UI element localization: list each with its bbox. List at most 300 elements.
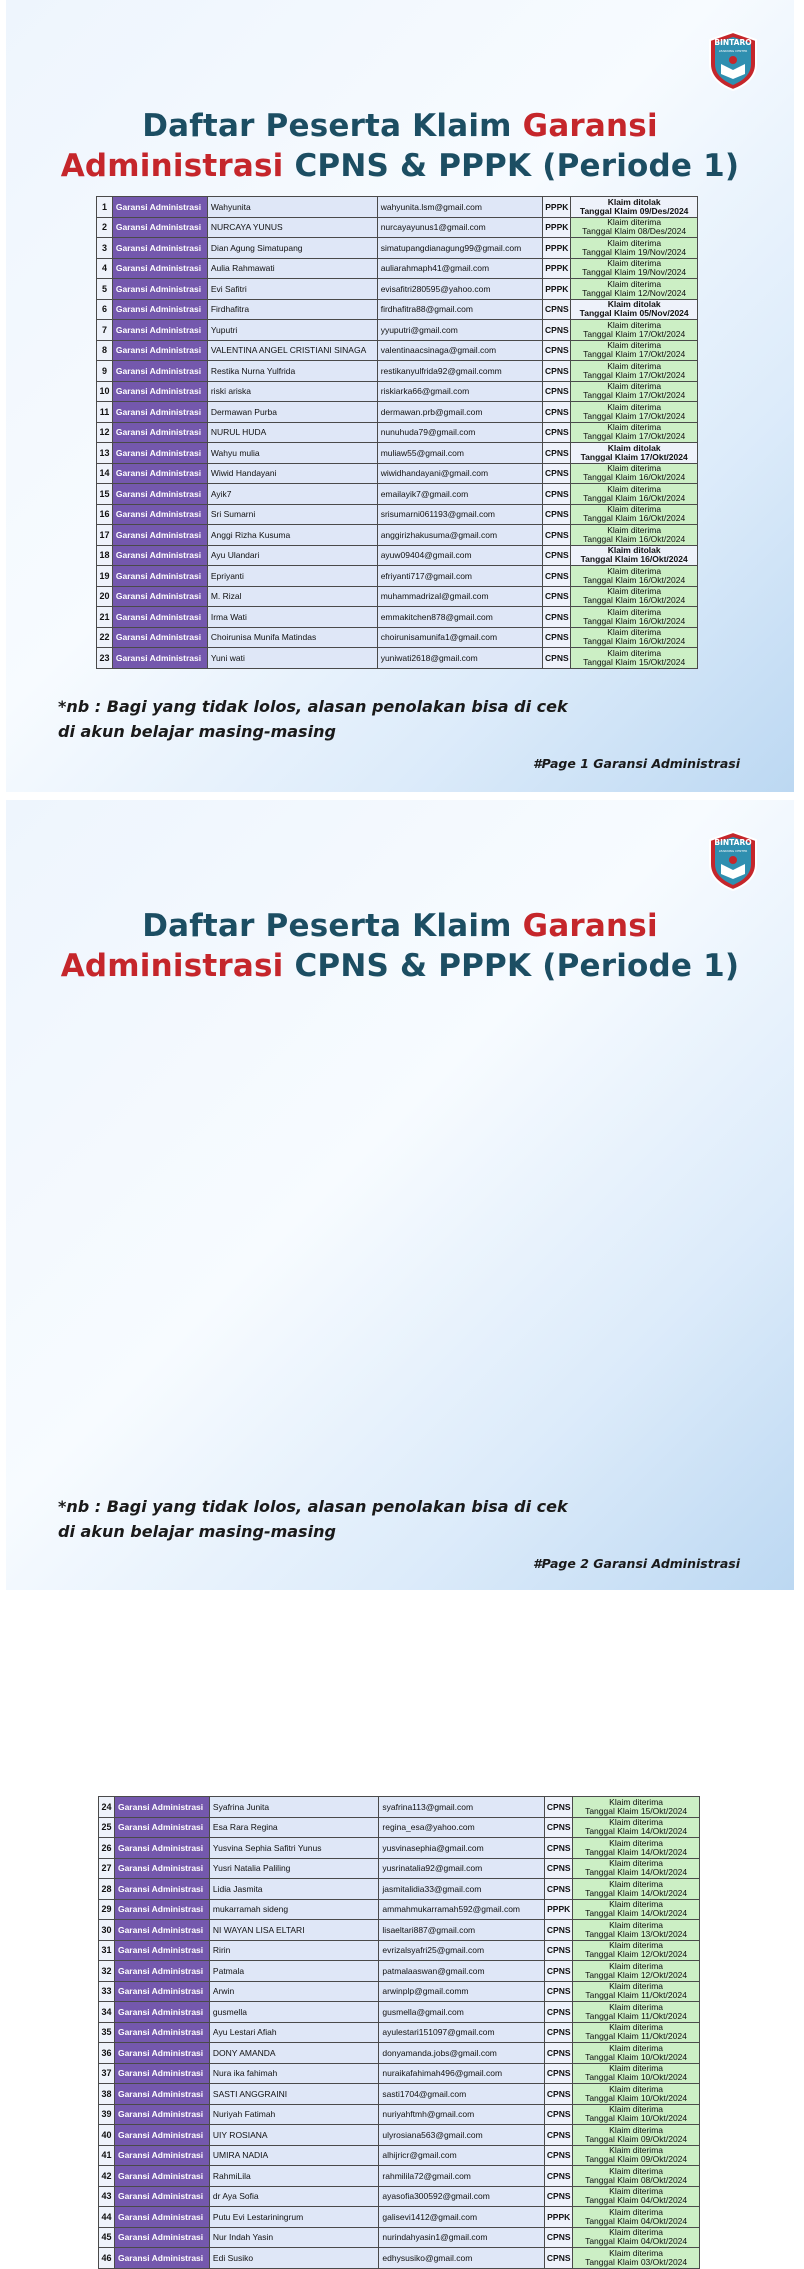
participant-name: Arwin (209, 1981, 379, 2002)
claim-status-cell (571, 279, 698, 300)
participant-email: ulyrosiana563@gmail.com (379, 2125, 545, 2146)
participant-name: Wahyunita (207, 197, 377, 218)
claim-date: Tanggal Klaim 11/Okt/2024 (585, 2031, 687, 2042)
claim-date: Tanggal Klaim 17/Okt/2024 (583, 390, 686, 401)
table-row (99, 2084, 700, 2105)
participant-email: srisumarni061193@gmail.com (377, 504, 543, 525)
claim-status-cell (573, 2104, 700, 2125)
claim-status-cell (571, 340, 698, 361)
row-number: 19 (97, 566, 113, 587)
category-cell: Garansi Administrasi (112, 648, 207, 669)
page-title (6, 106, 794, 186)
claim-date: Tanggal Klaim 17/Okt/2024 (580, 451, 688, 462)
table-row (97, 197, 698, 218)
table-row (99, 2166, 700, 2187)
table-row (99, 2227, 700, 2248)
participant-email: nunuhuda79@gmail.com (377, 422, 543, 443)
page-2 (6, 800, 794, 2267)
row-number: 46 (99, 2248, 115, 2269)
row-number: 2 (97, 217, 113, 238)
category-cell: Garansi Administrasi (114, 2063, 209, 2084)
category-cell: Garansi Administrasi (114, 1920, 209, 1941)
category-cell: Garansi Administrasi (112, 238, 207, 259)
claim-date: Tanggal Klaim 09/Des/2024 (579, 205, 689, 216)
participant-email: nurindahyasin1@gmail.com (379, 2227, 545, 2248)
row-number: 32 (99, 1961, 115, 1982)
claim-status-cell (571, 320, 698, 341)
claim-date: Tanggal Klaim 16/Okt/2024 (583, 615, 686, 626)
claim-status: Klaim ditolak (607, 196, 661, 207)
table-row (99, 2248, 700, 2269)
exam-type: CPNS (545, 1879, 573, 1900)
table-row (97, 422, 698, 443)
footnote-line-2: di akun belajar masing-masing (58, 722, 336, 741)
row-number: 45 (99, 2227, 115, 2248)
participant-email: alhijricr@gmail.com (379, 2145, 545, 2166)
exam-type: CPNS (543, 484, 571, 505)
exam-type: CPNS (543, 566, 571, 587)
claim-status-cell (571, 525, 698, 546)
category-cell: Garansi Administrasi (112, 443, 207, 464)
participant-email: emmakitchen878@gmail.com (377, 607, 543, 628)
row-number: 17 (97, 525, 113, 546)
participant-email: evrizalsyafri25@gmail.com (379, 1940, 545, 1961)
category-cell: Garansi Administrasi (114, 2186, 209, 2207)
table-row (97, 258, 698, 279)
claim-status-cell (573, 2002, 700, 2023)
row-number: 34 (99, 2002, 115, 2023)
exam-type: CPNS (545, 2043, 573, 2064)
bintaro-logo (706, 830, 760, 892)
category-cell: Garansi Administrasi (114, 2043, 209, 2064)
table-row (97, 443, 698, 464)
exam-type: PPPK (545, 2207, 573, 2228)
table-row (99, 2002, 700, 2023)
claim-status: Klaim diterima (609, 2206, 664, 2217)
page-tag: #Page 1 Garansi Administrasi (532, 756, 740, 771)
row-number: 33 (99, 1981, 115, 2002)
participant-name: Lidia Jasmita (209, 1879, 379, 1900)
claim-status-cell (573, 1838, 700, 1859)
category-cell: Garansi Administrasi (114, 2145, 209, 2166)
category-cell: Garansi Administrasi (114, 1961, 209, 1982)
row-number: 28 (99, 1879, 115, 1900)
participant-email: lisaeltari887@gmail.com (379, 1920, 545, 1941)
participant-name: Patmala (209, 1961, 379, 1982)
claim-status: Klaim ditolak (607, 442, 661, 453)
row-number: 14 (97, 463, 113, 484)
participant-name: RahmiLila (209, 2166, 379, 2187)
exam-type: CPNS (543, 525, 571, 546)
row-number: 27 (99, 1858, 115, 1879)
claim-status: Klaim diterima (607, 422, 662, 433)
category-cell: Garansi Administrasi (114, 2104, 209, 2125)
claim-status: Klaim diterima (609, 1817, 664, 1828)
participant-name: Restika Nurna Yulfrida (207, 361, 377, 382)
claim-date: Tanggal Klaim 10/Okt/2024 (585, 2092, 688, 2103)
participant-name: NURUL HUDA (207, 422, 377, 443)
claim-status: Klaim diterima (609, 2124, 664, 2135)
participant-name: Firdhafitra (207, 299, 377, 320)
claim-status-cell (573, 2166, 700, 2187)
claim-date: Tanggal Klaim 12/Okt/2024 (585, 1949, 688, 1960)
claim-status: Klaim diterima (607, 360, 662, 371)
exam-type: CPNS (545, 2125, 573, 2146)
title-part-3: Administrasi (60, 948, 284, 984)
participant-email: wiwidhandayani@gmail.com (377, 463, 543, 484)
table-row (99, 2207, 700, 2228)
exam-type: PPPK (543, 197, 571, 218)
exam-type: CPNS (543, 361, 571, 382)
table-row (99, 2145, 700, 2166)
claim-status-cell (571, 217, 698, 238)
row-number: 11 (97, 402, 113, 423)
exam-type: CPNS (543, 443, 571, 464)
exam-type: CPNS (545, 2104, 573, 2125)
claim-status-cell (573, 2207, 700, 2228)
category-cell: Garansi Administrasi (114, 2248, 209, 2269)
participant-name: Esa Rara Regina (209, 1817, 379, 1838)
claim-status-cell (571, 197, 698, 218)
row-number: 38 (99, 2084, 115, 2105)
row-number: 42 (99, 2166, 115, 2187)
category-cell: Garansi Administrasi (112, 463, 207, 484)
participant-name: DONY AMANDA (209, 2043, 379, 2064)
exam-type: CPNS (545, 1797, 573, 1818)
category-cell: Garansi Administrasi (112, 197, 207, 218)
claim-status: Klaim diterima (607, 401, 662, 412)
participant-email: ayuw09404@gmail.com (377, 545, 543, 566)
participant-email: muliaw55@gmail.com (377, 443, 543, 464)
row-number: 29 (99, 1899, 115, 1920)
row-number: 16 (97, 504, 113, 525)
claim-date: Tanggal Klaim 09/Okt/2024 (585, 2154, 688, 2165)
table-row (97, 299, 698, 320)
exam-type: CPNS (545, 1940, 573, 1961)
claim-status-cell (571, 238, 698, 259)
category-cell: Garansi Administrasi (114, 1981, 209, 2002)
exam-type: CPNS (545, 1858, 573, 1879)
participant-name: Yuni wati (207, 648, 377, 669)
exam-type: CPNS (543, 381, 571, 402)
claim-status-cell (573, 1858, 700, 1879)
category-cell: Garansi Administrasi (114, 2022, 209, 2043)
table-row (97, 320, 698, 341)
participant-name: Irma Wati (207, 607, 377, 628)
participant-name: Evi Safitri (207, 279, 377, 300)
claim-date: Tanggal Klaim 17/Okt/2024 (583, 431, 686, 442)
participant-name: mukarramah sideng (209, 1899, 379, 1920)
category-cell: Garansi Administrasi (112, 402, 207, 423)
category-cell: Garansi Administrasi (114, 1899, 209, 1920)
title-part-4: CPNS & PPPK (Periode 1) (283, 148, 740, 184)
participant-email: nurcayayunus1@gmail.com (377, 217, 543, 238)
row-number: 24 (99, 1797, 115, 1818)
participant-email: evisafitri280595@yahoo.com (377, 279, 543, 300)
claim-status-cell (573, 2125, 700, 2146)
table-row (97, 484, 698, 505)
row-number: 10 (97, 381, 113, 402)
participant-email: jasmitalidia33@gmail.com (379, 1879, 545, 1900)
participant-name: Nur Indah Yasin (209, 2227, 379, 2248)
claim-status-cell (571, 504, 698, 525)
table-row (97, 566, 698, 587)
row-number: 35 (99, 2022, 115, 2043)
exam-type: CPNS (543, 586, 571, 607)
participant-email: ammahmukarramah592@gmail.com (379, 1899, 545, 1920)
claim-status: Klaim diterima (607, 463, 662, 474)
claim-date: Tanggal Klaim 14/Okt/2024 (585, 1908, 688, 1919)
exam-type: CPNS (545, 2186, 573, 2207)
claim-date: Tanggal Klaim 15/Okt/2024 (585, 1805, 688, 1816)
participant-name: gusmella (209, 2002, 379, 2023)
claim-status-cell (571, 402, 698, 423)
claim-status: Klaim diterima (609, 1940, 664, 1951)
table-row (97, 504, 698, 525)
participant-name: Choirunisa Munifa Matindas (207, 627, 377, 648)
claim-date: Tanggal Klaim 16/Okt/2024 (583, 636, 686, 647)
claim-date: Tanggal Klaim 10/Okt/2024 (585, 2113, 688, 2124)
participant-name: NURCAYA YUNUS (207, 217, 377, 238)
participant-name: Yusvina Sephia Safitri Yunus (209, 1838, 379, 1859)
row-number: 43 (99, 2186, 115, 2207)
claim-status: Klaim diterima (609, 1899, 664, 1910)
claim-status-cell (573, 2186, 700, 2207)
claim-status-cell (573, 2084, 700, 2105)
claim-status-cell (573, 2145, 700, 2166)
participant-email: auliarahmaph41@gmail.com (377, 258, 543, 279)
participant-email: efriyanti717@gmail.com (377, 566, 543, 587)
title-part-1: Daftar Peserta Klaim (142, 908, 523, 944)
claim-status: Klaim diterima (607, 627, 662, 638)
claim-date: Tanggal Klaim 14/Okt/2024 (585, 1887, 688, 1898)
category-cell: Garansi Administrasi (114, 1879, 209, 1900)
svg-text:BINTARO: BINTARO (714, 38, 752, 47)
claim-status: Klaim diterima (607, 565, 662, 576)
table-row (97, 586, 698, 607)
claim-date: Tanggal Klaim 04/Okt/2024 (585, 2215, 688, 2226)
participant-email: gusmella@gmail.com (379, 2002, 545, 2023)
category-cell: Garansi Administrasi (114, 1838, 209, 1859)
table-row (97, 402, 698, 423)
exam-type: CPNS (543, 422, 571, 443)
claim-status-cell (573, 2248, 700, 2269)
category-cell: Garansi Administrasi (114, 2084, 209, 2105)
claim-date: Tanggal Klaim 04/Okt/2024 (585, 2236, 688, 2247)
row-number: 26 (99, 1838, 115, 1859)
table-row (97, 381, 698, 402)
exam-type: CPNS (543, 340, 571, 361)
row-number: 6 (97, 299, 113, 320)
table-row (99, 2043, 700, 2064)
title-part-3: Administrasi (60, 148, 284, 184)
title-part-1: Daftar Peserta Klaim (142, 108, 523, 144)
claim-status: Klaim diterima (607, 217, 662, 228)
participant-name: SASTI ANGGRAINI (209, 2084, 379, 2105)
participant-name: Nuriyah Fatimah (209, 2104, 379, 2125)
category-cell: Garansi Administrasi (112, 607, 207, 628)
participants-table-body (99, 1797, 700, 2269)
claim-date: Tanggal Klaim 14/Okt/2024 (585, 1846, 688, 1857)
claim-date: Tanggal Klaim 15/Okt/2024 (583, 656, 686, 667)
table-row (97, 607, 698, 628)
claim-date: Tanggal Klaim 16/Okt/2024 (583, 595, 686, 606)
row-number: 21 (97, 607, 113, 628)
category-cell: Garansi Administrasi (112, 361, 207, 382)
claim-date: Tanggal Klaim 19/Nov/2024 (582, 267, 687, 278)
claim-status: Klaim diterima (607, 278, 662, 289)
claim-status-cell (571, 586, 698, 607)
claim-status-cell (571, 443, 698, 464)
category-cell: Garansi Administrasi (112, 586, 207, 607)
exam-type: CPNS (545, 2022, 573, 2043)
claim-date: Tanggal Klaim 03/Okt/2024 (585, 2256, 688, 2267)
exam-type: CPNS (543, 504, 571, 525)
participant-name: riski ariska (207, 381, 377, 402)
page-title (6, 906, 794, 986)
claim-status-cell (571, 648, 698, 669)
row-number: 44 (99, 2207, 115, 2228)
table-row (99, 2186, 700, 2207)
title-part-2: Garansi (522, 108, 658, 144)
footnote-line-1: *nb : Bagi yang tidak lolos, alasan penolakan bisa di cek (58, 1497, 568, 1516)
category-cell: Garansi Administrasi (112, 320, 207, 341)
claim-status-cell (571, 484, 698, 505)
claim-date: Tanggal Klaim 17/Okt/2024 (583, 369, 686, 380)
footnote (58, 694, 568, 744)
claim-status-cell (573, 1879, 700, 1900)
participant-name: Wiwid Handayani (207, 463, 377, 484)
claim-date: Tanggal Klaim 17/Okt/2024 (583, 410, 686, 421)
row-number: 18 (97, 545, 113, 566)
category-cell: Garansi Administrasi (112, 279, 207, 300)
claim-status: Klaim ditolak (607, 299, 661, 310)
exam-type: PPPK (543, 279, 571, 300)
participant-email: muhammadrizal@gmail.com (377, 586, 543, 607)
row-number: 40 (99, 2125, 115, 2146)
participant-name: dr Aya Sofia (209, 2186, 379, 2207)
participant-name: M. Rizal (207, 586, 377, 607)
claim-date: Tanggal Klaim 10/Okt/2024 (585, 2072, 688, 2083)
participant-email: simatupangdianagung99@gmail.com (377, 238, 543, 259)
claim-status: Klaim diterima (609, 1858, 664, 1869)
table-row (97, 627, 698, 648)
participant-email: dermawan.prb@gmail.com (377, 402, 543, 423)
table-row (97, 340, 698, 361)
row-number: 3 (97, 238, 113, 259)
row-number: 7 (97, 320, 113, 341)
claim-status: Klaim diterima (609, 2001, 664, 2012)
row-number: 30 (99, 1920, 115, 1941)
claim-status: Klaim diterima (609, 1837, 664, 1848)
table-row (99, 2125, 700, 2146)
participant-email: galisevi1412@gmail.com (379, 2207, 545, 2228)
claim-date: Tanggal Klaim 14/Okt/2024 (585, 1867, 688, 1878)
claim-status: Klaim diterima (607, 524, 662, 535)
row-number: 12 (97, 422, 113, 443)
table-row (97, 463, 698, 484)
participant-name: Syafrina Junita (209, 1797, 379, 1818)
participant-name: UMIRA NADIA (209, 2145, 379, 2166)
category-cell: Garansi Administrasi (114, 2002, 209, 2023)
claim-date: Tanggal Klaim 12/Okt/2024 (585, 1969, 688, 1980)
participant-name: Ayik7 (207, 484, 377, 505)
participants-table-body (97, 197, 698, 669)
category-cell: Garansi Administrasi (112, 627, 207, 648)
category-cell: Garansi Administrasi (112, 381, 207, 402)
participant-name: Edi Susiko (209, 2248, 379, 2269)
participant-email: riskiarka66@gmail.com (377, 381, 543, 402)
bintaro-logo (706, 30, 760, 92)
category-cell: Garansi Administrasi (112, 566, 207, 587)
row-number: 20 (97, 586, 113, 607)
claim-date: Tanggal Klaim 14/Okt/2024 (585, 1826, 688, 1837)
claim-status: Klaim diterima (607, 586, 662, 597)
claim-date: Tanggal Klaim 04/Okt/2024 (585, 2195, 688, 2206)
claim-status-cell (573, 1817, 700, 1838)
category-cell: Garansi Administrasi (112, 484, 207, 505)
row-number: 5 (97, 279, 113, 300)
exam-type: CPNS (543, 299, 571, 320)
category-cell: Garansi Administrasi (112, 217, 207, 238)
participant-name: Yuputri (207, 320, 377, 341)
table-row (97, 279, 698, 300)
exam-type: PPPK (543, 217, 571, 238)
row-number: 31 (99, 1940, 115, 1961)
participant-email: wahyunita.lsm@gmail.com (377, 197, 543, 218)
category-cell: Garansi Administrasi (114, 1940, 209, 1961)
exam-type: CPNS (543, 320, 571, 341)
participants-table (96, 196, 698, 669)
participant-name: NI WAYAN LISA ELTARI (209, 1920, 379, 1941)
claim-status-cell (573, 2227, 700, 2248)
category-cell: Garansi Administrasi (112, 422, 207, 443)
claim-date: Tanggal Klaim 08/Des/2024 (582, 226, 687, 237)
claim-status-cell (571, 627, 698, 648)
exam-type: CPNS (545, 1981, 573, 2002)
claim-status: Klaim diterima (609, 2247, 664, 2258)
claim-date: Tanggal Klaim 16/Okt/2024 (583, 492, 686, 503)
claim-status: Klaim diterima (609, 2165, 664, 2176)
participants-table (98, 1796, 700, 2269)
category-cell: Garansi Administrasi (114, 2166, 209, 2187)
row-number: 4 (97, 258, 113, 279)
participant-email: regina_esa@yahoo.com (379, 1817, 545, 1838)
participant-email: syafrina113@gmail.com (379, 1797, 545, 1818)
category-cell: Garansi Administrasi (112, 504, 207, 525)
row-number: 36 (99, 2043, 115, 2064)
participant-name: Dermawan Purba (207, 402, 377, 423)
participant-name: Epriyanti (207, 566, 377, 587)
title-part-4: CPNS & PPPK (Periode 1) (283, 948, 740, 984)
footnote-line-1: *nb : Bagi yang tidak lolos, alasan penolakan bisa di cek (58, 697, 568, 716)
participant-email: yusvinasephia@gmail.com (379, 1838, 545, 1859)
claim-status: Klaim diterima (609, 1981, 664, 1992)
table-row (99, 1858, 700, 1879)
claim-date: Tanggal Klaim 10/Okt/2024 (585, 2051, 688, 2062)
category-cell: Garansi Administrasi (114, 2207, 209, 2228)
table-row (99, 1879, 700, 1900)
claim-status-cell (573, 1797, 700, 1818)
participant-email: rahmilila72@gmail.com (379, 2166, 545, 2187)
participant-email: yuniwati2618@gmail.com (377, 648, 543, 669)
claim-status: Klaim diterima (609, 1796, 664, 1807)
participant-email: anggirizhakusuma@gmail.com (377, 525, 543, 546)
table-row (99, 1899, 700, 1920)
exam-type: CPNS (543, 648, 571, 669)
participant-email: yusrinatalia92@gmail.com (379, 1858, 545, 1879)
claim-status: Klaim diterima (609, 2042, 664, 2053)
